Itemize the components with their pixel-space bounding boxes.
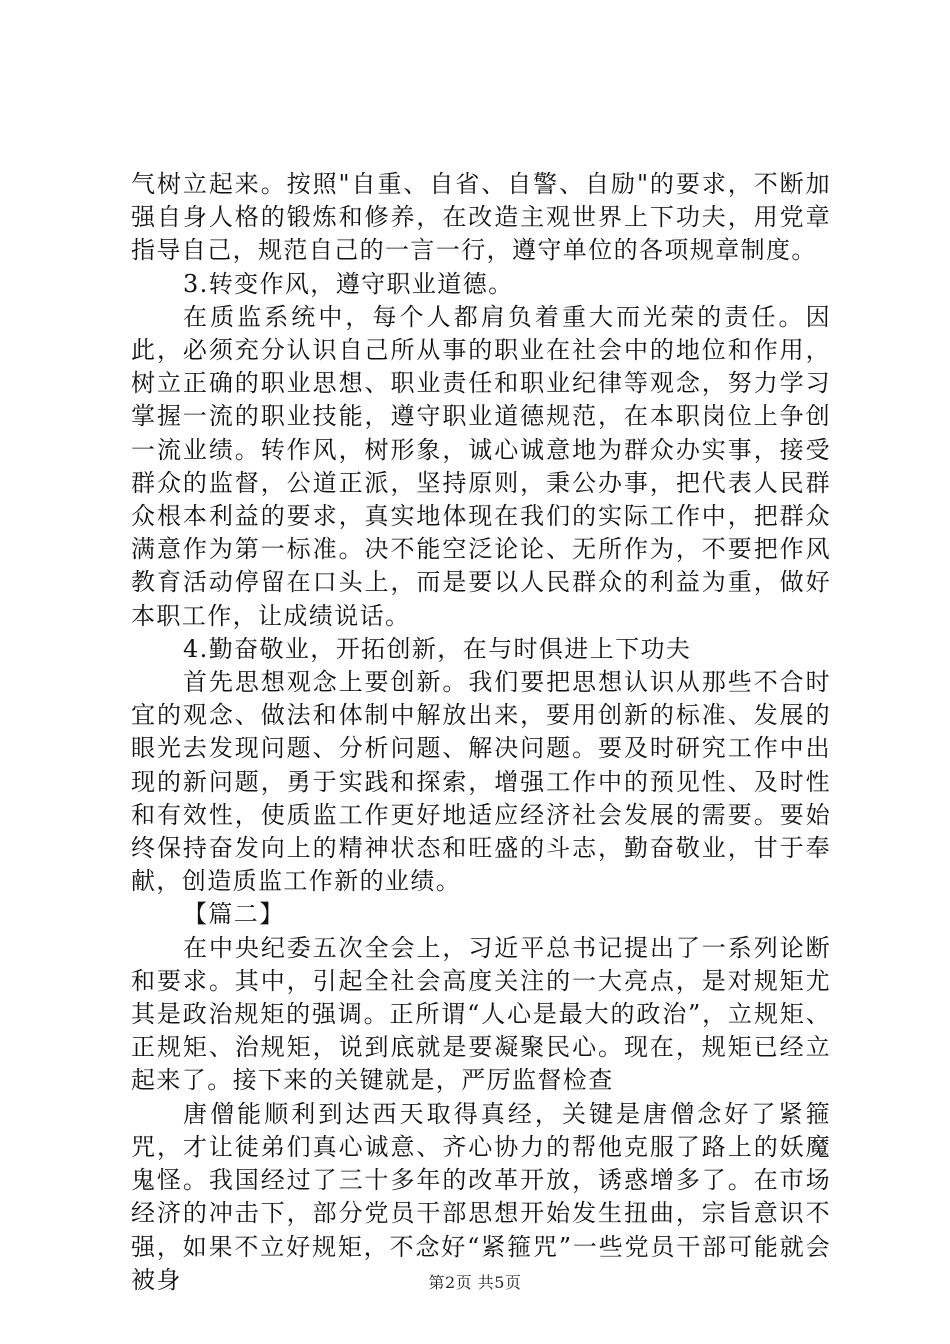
paragraph-part-two-body: 唐僧能顺利到达西天取得真经，关键是唐僧念好了紧箍咒，才让徒弟们真心诚意、齐心协力的帮他克服了路上的妖魔鬼怪。我国经过了三十多年的改革开放，诱惑增多了。在市场经济的冲击下，部分党员干部思想开始发生扭曲，宗旨意识不强，如果不立好规矩，不念好“紧箍咒”一些党员干部可能就会被身 — [131, 1099, 831, 1294]
paragraph-continuation: 气树立起来。按照"自重、自省、自警、自励"的要求，不断加强自身人格的锻炼和修养，在改造主观世界上下功夫，用党章指导自己，规范自己的一言一行，遵守单位的各项规章制度。 — [131, 170, 831, 265]
section-heading-4: 4.勤奋敬业，开拓创新，在与时俱进上下功夫 — [183, 634, 692, 663]
part-two-heading: 【篇二】 — [183, 900, 285, 929]
section-heading-3: 3.转变作风，遵守职业道德。 — [183, 269, 514, 298]
paragraph-section-3: 在质监系统中，每个人都肩负着重大而光荣的责任。因此，必须充分认识自己所从事的职业在社会中的地位和作用，树立正确的职业思想、职业责任和职业纪律等观念，努力学习掌握一流的职业技能，遵守职业道德规范，在本职岗位上争创一流业绩。转作风，树形象，诚心诚意地为群众办实事，接受群众的监督，公道正派，坚持原则，秉公办事，把代表人民群众根本利益的要求，真实地体现在我们的实际工作中，把群众满意作为第一标准。决不能空泛论论、无所作为，不要把作风教育活动停留在口头上，而是要以人民群众的利益为重，做好本职工作，让成绩说话。 — [131, 302, 831, 630]
paragraph-section-4: 首先思想观念上要创新。我们要把思想认识从那些不合时宜的观念、做法和体制中解放出来，要用创新的标准、发展的眼光去发现问题、分析问题、解决问题。要及时研究工作中出现的新问题，勇于实践和探索，增强工作中的预见性、及时性和有效性，使质监工作更好地适应经济社会发展的需要。要始终保持奋发向上的精神状态和旺盛的斗志，勤奋敬业，甘于奉献，创造质监工作新的业绩。 — [131, 668, 831, 896]
paragraph-part-two-intro: 在中央纪委五次全会上，习近平总书记提出了一系列论断和要求。其中，引起全社会高度关注的一大亮点，是对规矩尤其是政治规矩的强调。正所谓“人心是最大的政治”，立规矩、正规矩、治规矩，说到底就是要凝聚民心。现在，规矩已经立起来了。接下来的关键就是，严厉监督检查 — [131, 933, 831, 1095]
document-body — [131, 168, 831, 1297]
page-number-footer: 第2页 共5页 — [428, 1273, 522, 1292]
